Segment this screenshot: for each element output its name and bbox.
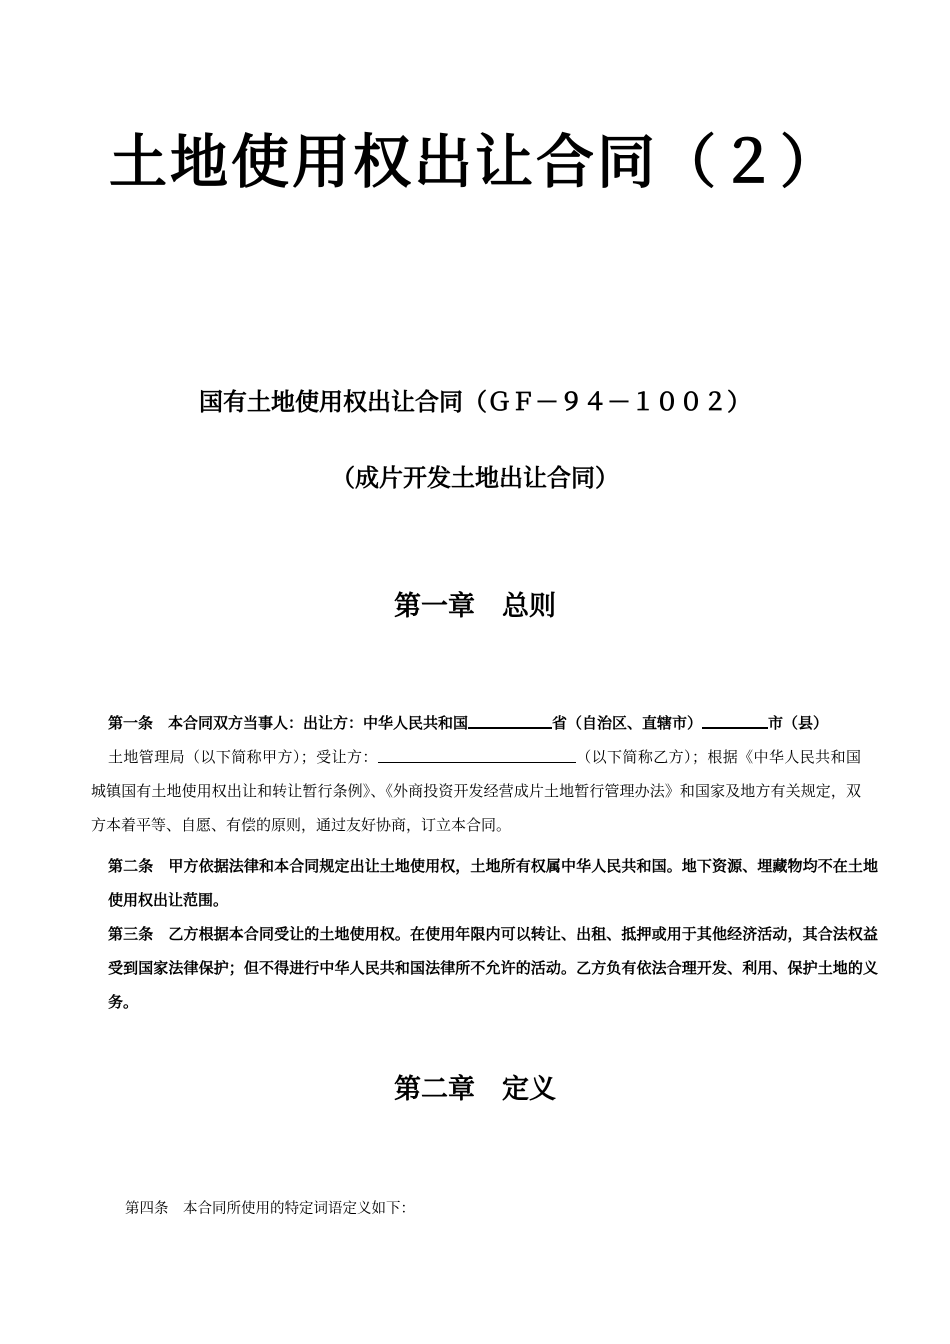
article-1-party-a-prefix: 第一条 本合同双方当事人：出让方：中华人民共和国 — [108, 714, 469, 732]
article-1-province-label: 省（自治区、直辖市） — [552, 714, 703, 732]
province-blank — [468, 713, 552, 729]
article-4: 第四条 本合同所使用的特定词语定义如下： — [125, 1201, 415, 1217]
article-1-body: （以下简称乙方）；根据《中华人民共和国城镇国有土地使用权出让和转让暂行条例》、《外商投资开发经营成片土地暂行管理办法》和国家及地方有关规定，双方本着平等、自愿、有偿的原则，通过友好协商，订立本合同。 — [91, 748, 861, 834]
article-3: 第三条 乙方根据本合同受让的土地使用权。在使用年限内可以转让、出租、抵押或用于其他经济活动，其合法权益受到国家法律保护；但不得进行中华人民共和国法律所不允许的活动。乙方负有依法合理开发、利用、保护土地的义务。 — [108, 925, 878, 1011]
contract-subtitle-2: （成片开发土地出让合同） — [331, 463, 619, 492]
transferee-blank — [378, 748, 576, 763]
article-2: 第二条 甲方依据法律和本合同规定出让土地使用权，土地所有权属中华人民共和国。地下资源、埋藏物均不在土地使用权出让范围。 — [108, 857, 878, 909]
city-blank — [702, 713, 768, 729]
chapter-1-heading: 第一章 总则 — [394, 591, 556, 622]
article-1-party-b-prefix: 土地管理局（以下简称甲方）；受让方： — [108, 748, 378, 766]
article-1-city-label: 市（县） — [768, 714, 829, 732]
chapter-2-heading: 第二章 定义 — [394, 1074, 556, 1105]
document-title: 土地使用权出让合同（２） — [108, 128, 841, 196]
article-1 — [91, 706, 861, 842]
contract-subtitle: 国有土地使用权出让合同（ＧＦ－９４－１００２） — [199, 387, 751, 416]
